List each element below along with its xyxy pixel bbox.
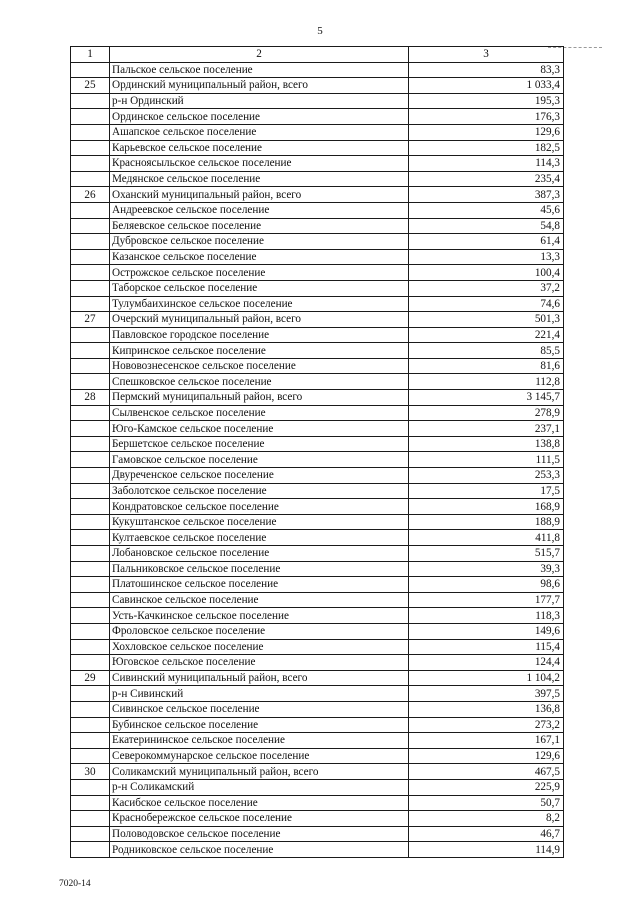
row-value-cell: 114,3 xyxy=(409,156,564,172)
row-value-cell: 188,9 xyxy=(409,514,564,530)
row-name-cell: Юговское сельское поселение xyxy=(110,655,409,671)
row-value-cell: 253,3 xyxy=(409,468,564,484)
row-name-cell: Краснобережское сельское поселение xyxy=(110,811,409,827)
row-name-cell: р-н Сивинский xyxy=(110,686,409,702)
row-number-cell: 27 xyxy=(71,312,110,328)
row-number-cell xyxy=(71,468,110,484)
row-value-cell: 278,9 xyxy=(409,405,564,421)
row-number-cell xyxy=(71,327,110,343)
row-number-cell: 26 xyxy=(71,187,110,203)
row-value-cell: 114,9 xyxy=(409,842,564,858)
table-row xyxy=(71,78,564,94)
row-name-cell: Кипринское сельское поселение xyxy=(110,343,409,359)
row-name-cell: Ординский муниципальный район, всего xyxy=(110,78,409,94)
row-number-cell xyxy=(71,93,110,109)
row-number-cell xyxy=(71,249,110,265)
row-value-cell: 39,3 xyxy=(409,561,564,577)
row-number-cell xyxy=(71,717,110,733)
row-name-cell: Павловское городское поселение xyxy=(110,327,409,343)
header-col-2: 2 xyxy=(110,47,409,63)
table-row xyxy=(71,327,564,343)
row-number-cell: 28 xyxy=(71,390,110,406)
table-row xyxy=(71,390,564,406)
table-row xyxy=(71,280,564,296)
table-row xyxy=(71,717,564,733)
row-number-cell xyxy=(71,140,110,156)
row-name-cell: Кукуштанское сельское поселение xyxy=(110,514,409,530)
row-number-cell xyxy=(71,748,110,764)
row-value-cell: 111,5 xyxy=(409,452,564,468)
row-value-cell: 168,9 xyxy=(409,499,564,515)
row-name-cell: Усть-Качкинское сельское поселение xyxy=(110,608,409,624)
row-number-cell xyxy=(71,842,110,858)
row-name-cell: р-н Ординский xyxy=(110,93,409,109)
row-name-cell: Беляевское сельское поселение xyxy=(110,218,409,234)
table-row xyxy=(71,561,564,577)
row-value-cell: 46,7 xyxy=(409,826,564,842)
table-row xyxy=(71,639,564,655)
row-number-cell xyxy=(71,701,110,717)
row-name-cell: Юго-Камское сельское поселение xyxy=(110,421,409,437)
row-number-cell xyxy=(71,779,110,795)
row-name-cell: Медянское сельское поселение xyxy=(110,171,409,187)
row-value-cell: 50,7 xyxy=(409,795,564,811)
row-value-cell: 1 104,2 xyxy=(409,670,564,686)
row-name-cell: Савинское сельское поселение xyxy=(110,592,409,608)
row-value-cell: 45,6 xyxy=(409,202,564,218)
row-value-cell: 115,4 xyxy=(409,639,564,655)
row-value-cell: 195,3 xyxy=(409,93,564,109)
table-row xyxy=(71,249,564,265)
header-col-1: 1 xyxy=(71,47,110,63)
row-name-cell: Пальское сельское поселение xyxy=(110,62,409,78)
table-row xyxy=(71,421,564,437)
row-number-cell xyxy=(71,358,110,374)
row-value-cell: 3 145,7 xyxy=(409,390,564,406)
row-name-cell: р-н Соликамский xyxy=(110,779,409,795)
table-row xyxy=(71,686,564,702)
row-number-cell xyxy=(71,514,110,530)
row-value-cell: 112,8 xyxy=(409,374,564,390)
table-row xyxy=(71,312,564,328)
row-number-cell xyxy=(71,561,110,577)
row-value-cell: 237,1 xyxy=(409,421,564,437)
row-name-cell: Бубинское сельское поселение xyxy=(110,717,409,733)
table-row xyxy=(71,156,564,172)
row-value-cell: 129,6 xyxy=(409,748,564,764)
table-row xyxy=(71,109,564,125)
row-value-cell: 149,6 xyxy=(409,623,564,639)
row-value-cell: 8,2 xyxy=(409,811,564,827)
row-name-cell: Екатерининское сельское поселение xyxy=(110,733,409,749)
row-name-cell: Хохловское сельское поселение xyxy=(110,639,409,655)
table-row xyxy=(71,405,564,421)
table-row xyxy=(71,202,564,218)
row-value-cell: 397,5 xyxy=(409,686,564,702)
row-name-cell: Карьевское сельское поселение xyxy=(110,140,409,156)
row-value-cell: 501,3 xyxy=(409,312,564,328)
table-row xyxy=(71,779,564,795)
row-name-cell: Красноясыльское сельское поселение xyxy=(110,156,409,172)
row-value-cell: 273,2 xyxy=(409,717,564,733)
row-value-cell: 83,3 xyxy=(409,62,564,78)
row-value-cell: 37,2 xyxy=(409,280,564,296)
table-row xyxy=(71,623,564,639)
table-row xyxy=(71,514,564,530)
table-row xyxy=(71,530,564,546)
row-number-cell xyxy=(71,218,110,234)
row-name-cell: Северокоммунарское сельское поселение xyxy=(110,748,409,764)
row-number-cell xyxy=(71,156,110,172)
table-row xyxy=(71,577,564,593)
table-row xyxy=(71,748,564,764)
row-number-cell xyxy=(71,592,110,608)
row-name-cell: Ашапское сельское поселение xyxy=(110,124,409,140)
row-value-cell: 225,9 xyxy=(409,779,564,795)
row-number-cell xyxy=(71,296,110,312)
row-number-cell xyxy=(71,639,110,655)
row-name-cell: Сивинское сельское поселение xyxy=(110,701,409,717)
row-value-cell: 129,6 xyxy=(409,124,564,140)
row-value-cell: 1 033,4 xyxy=(409,78,564,94)
row-number-cell: 30 xyxy=(71,764,110,780)
table-row xyxy=(71,795,564,811)
row-number-cell xyxy=(71,171,110,187)
row-number-cell xyxy=(71,234,110,250)
row-value-cell: 167,1 xyxy=(409,733,564,749)
table-row xyxy=(71,140,564,156)
row-name-cell: Половодовское сельское поселение xyxy=(110,826,409,842)
row-name-cell: Нововознесенское сельское поселение xyxy=(110,358,409,374)
row-name-cell: Кондратовское сельское поселение xyxy=(110,499,409,515)
row-name-cell: Таборское сельское поселение xyxy=(110,280,409,296)
data-table xyxy=(70,46,564,858)
table-row xyxy=(71,811,564,827)
row-name-cell: Касибское сельское поселение xyxy=(110,795,409,811)
row-value-cell: 411,8 xyxy=(409,530,564,546)
table-row xyxy=(71,218,564,234)
table-row xyxy=(71,701,564,717)
table-row xyxy=(71,608,564,624)
row-number-cell xyxy=(71,499,110,515)
table-row xyxy=(71,546,564,562)
table-row xyxy=(71,171,564,187)
row-value-cell: 235,4 xyxy=(409,171,564,187)
row-name-cell: Дубровское сельское поселение xyxy=(110,234,409,250)
table-row xyxy=(71,124,564,140)
row-name-cell: Гамовское сельское поселение xyxy=(110,452,409,468)
table-row xyxy=(71,436,564,452)
row-value-cell: 221,4 xyxy=(409,327,564,343)
row-name-cell: Пермский муниципальный район, всего xyxy=(110,390,409,406)
row-number-cell: 29 xyxy=(71,670,110,686)
table-body xyxy=(71,62,564,857)
table-row xyxy=(71,374,564,390)
table-row xyxy=(71,592,564,608)
table-row xyxy=(71,343,564,359)
header-col-3: 3 xyxy=(409,47,564,63)
row-number-cell xyxy=(71,405,110,421)
row-name-cell: Соликамский муниципальный район, всего xyxy=(110,764,409,780)
row-name-cell: Оханский муниципальный район, всего xyxy=(110,187,409,203)
table-row xyxy=(71,93,564,109)
row-number-cell xyxy=(71,655,110,671)
table-row xyxy=(71,358,564,374)
row-number-cell xyxy=(71,109,110,125)
row-name-cell: Лобановское сельское поселение xyxy=(110,546,409,562)
table-row xyxy=(71,483,564,499)
row-number-cell xyxy=(71,826,110,842)
row-number-cell xyxy=(71,343,110,359)
row-value-cell: 81,6 xyxy=(409,358,564,374)
table-row xyxy=(71,265,564,281)
table-row xyxy=(71,62,564,78)
row-name-cell: Острожское сельское поселение xyxy=(110,265,409,281)
table-row xyxy=(71,733,564,749)
row-value-cell: 74,6 xyxy=(409,296,564,312)
row-name-cell: Сылвенское сельское поселение xyxy=(110,405,409,421)
row-value-cell: 98,6 xyxy=(409,577,564,593)
row-number-cell xyxy=(71,124,110,140)
row-value-cell: 54,8 xyxy=(409,218,564,234)
row-name-cell: Очерский муниципальный район, всего xyxy=(110,312,409,328)
row-number-cell xyxy=(71,421,110,437)
row-name-cell: Заболотское сельское поселение xyxy=(110,483,409,499)
table-row xyxy=(71,499,564,515)
row-name-cell: Фроловское сельское поселение xyxy=(110,623,409,639)
row-number-cell xyxy=(71,608,110,624)
table-row xyxy=(71,670,564,686)
row-value-cell: 61,4 xyxy=(409,234,564,250)
table-row xyxy=(71,764,564,780)
row-value-cell: 100,4 xyxy=(409,265,564,281)
row-number-cell xyxy=(71,374,110,390)
row-number-cell xyxy=(71,623,110,639)
row-value-cell: 85,5 xyxy=(409,343,564,359)
row-value-cell: 118,3 xyxy=(409,608,564,624)
page-number: 5 xyxy=(317,25,323,37)
row-value-cell: 138,8 xyxy=(409,436,564,452)
row-name-cell: Тулумбаихинское сельское поселение xyxy=(110,296,409,312)
row-number-cell xyxy=(71,62,110,78)
row-number-cell xyxy=(71,546,110,562)
document-code: 7020-14 xyxy=(59,879,91,889)
row-value-cell: 467,5 xyxy=(409,764,564,780)
row-number-cell xyxy=(71,452,110,468)
row-number-cell xyxy=(71,795,110,811)
table-row xyxy=(71,452,564,468)
row-name-cell: Двуреченское сельское поселение xyxy=(110,468,409,484)
row-name-cell: Спешковское сельское поселение xyxy=(110,374,409,390)
row-number-cell xyxy=(71,202,110,218)
row-number-cell xyxy=(71,483,110,499)
table-row xyxy=(71,187,564,203)
row-value-cell: 124,4 xyxy=(409,655,564,671)
table-row xyxy=(71,842,564,858)
row-value-cell: 387,3 xyxy=(409,187,564,203)
table-row xyxy=(71,655,564,671)
row-number-cell xyxy=(71,436,110,452)
row-name-cell: Ординское сельское поселение xyxy=(110,109,409,125)
row-number-cell xyxy=(71,280,110,296)
table-row xyxy=(71,296,564,312)
row-number-cell xyxy=(71,811,110,827)
row-value-cell: 13,3 xyxy=(409,249,564,265)
row-number-cell xyxy=(71,577,110,593)
row-name-cell: Сивинский муниципальный район, всего xyxy=(110,670,409,686)
row-value-cell: 182,5 xyxy=(409,140,564,156)
row-value-cell: 176,3 xyxy=(409,109,564,125)
table-row xyxy=(71,468,564,484)
row-name-cell: Пальниковское сельское поселение xyxy=(110,561,409,577)
row-number-cell xyxy=(71,265,110,281)
row-value-cell: 177,7 xyxy=(409,592,564,608)
row-name-cell: Казанское сельское поселение xyxy=(110,249,409,265)
row-value-cell: 515,7 xyxy=(409,546,564,562)
row-number-cell: 25 xyxy=(71,78,110,94)
row-value-cell: 17,5 xyxy=(409,483,564,499)
row-name-cell: Родниковское сельское поселение xyxy=(110,842,409,858)
row-value-cell: 136,8 xyxy=(409,701,564,717)
row-number-cell xyxy=(71,530,110,546)
row-number-cell xyxy=(71,733,110,749)
table-header xyxy=(71,47,564,63)
table-row xyxy=(71,826,564,842)
header-row xyxy=(71,47,564,63)
row-name-cell: Култаевское сельское поселение xyxy=(110,530,409,546)
table-row xyxy=(71,234,564,250)
row-name-cell: Андреевское сельское поселение xyxy=(110,202,409,218)
row-number-cell xyxy=(71,686,110,702)
row-name-cell: Бершетское сельское поселение xyxy=(110,436,409,452)
row-name-cell: Платошинское сельское поселение xyxy=(110,577,409,593)
